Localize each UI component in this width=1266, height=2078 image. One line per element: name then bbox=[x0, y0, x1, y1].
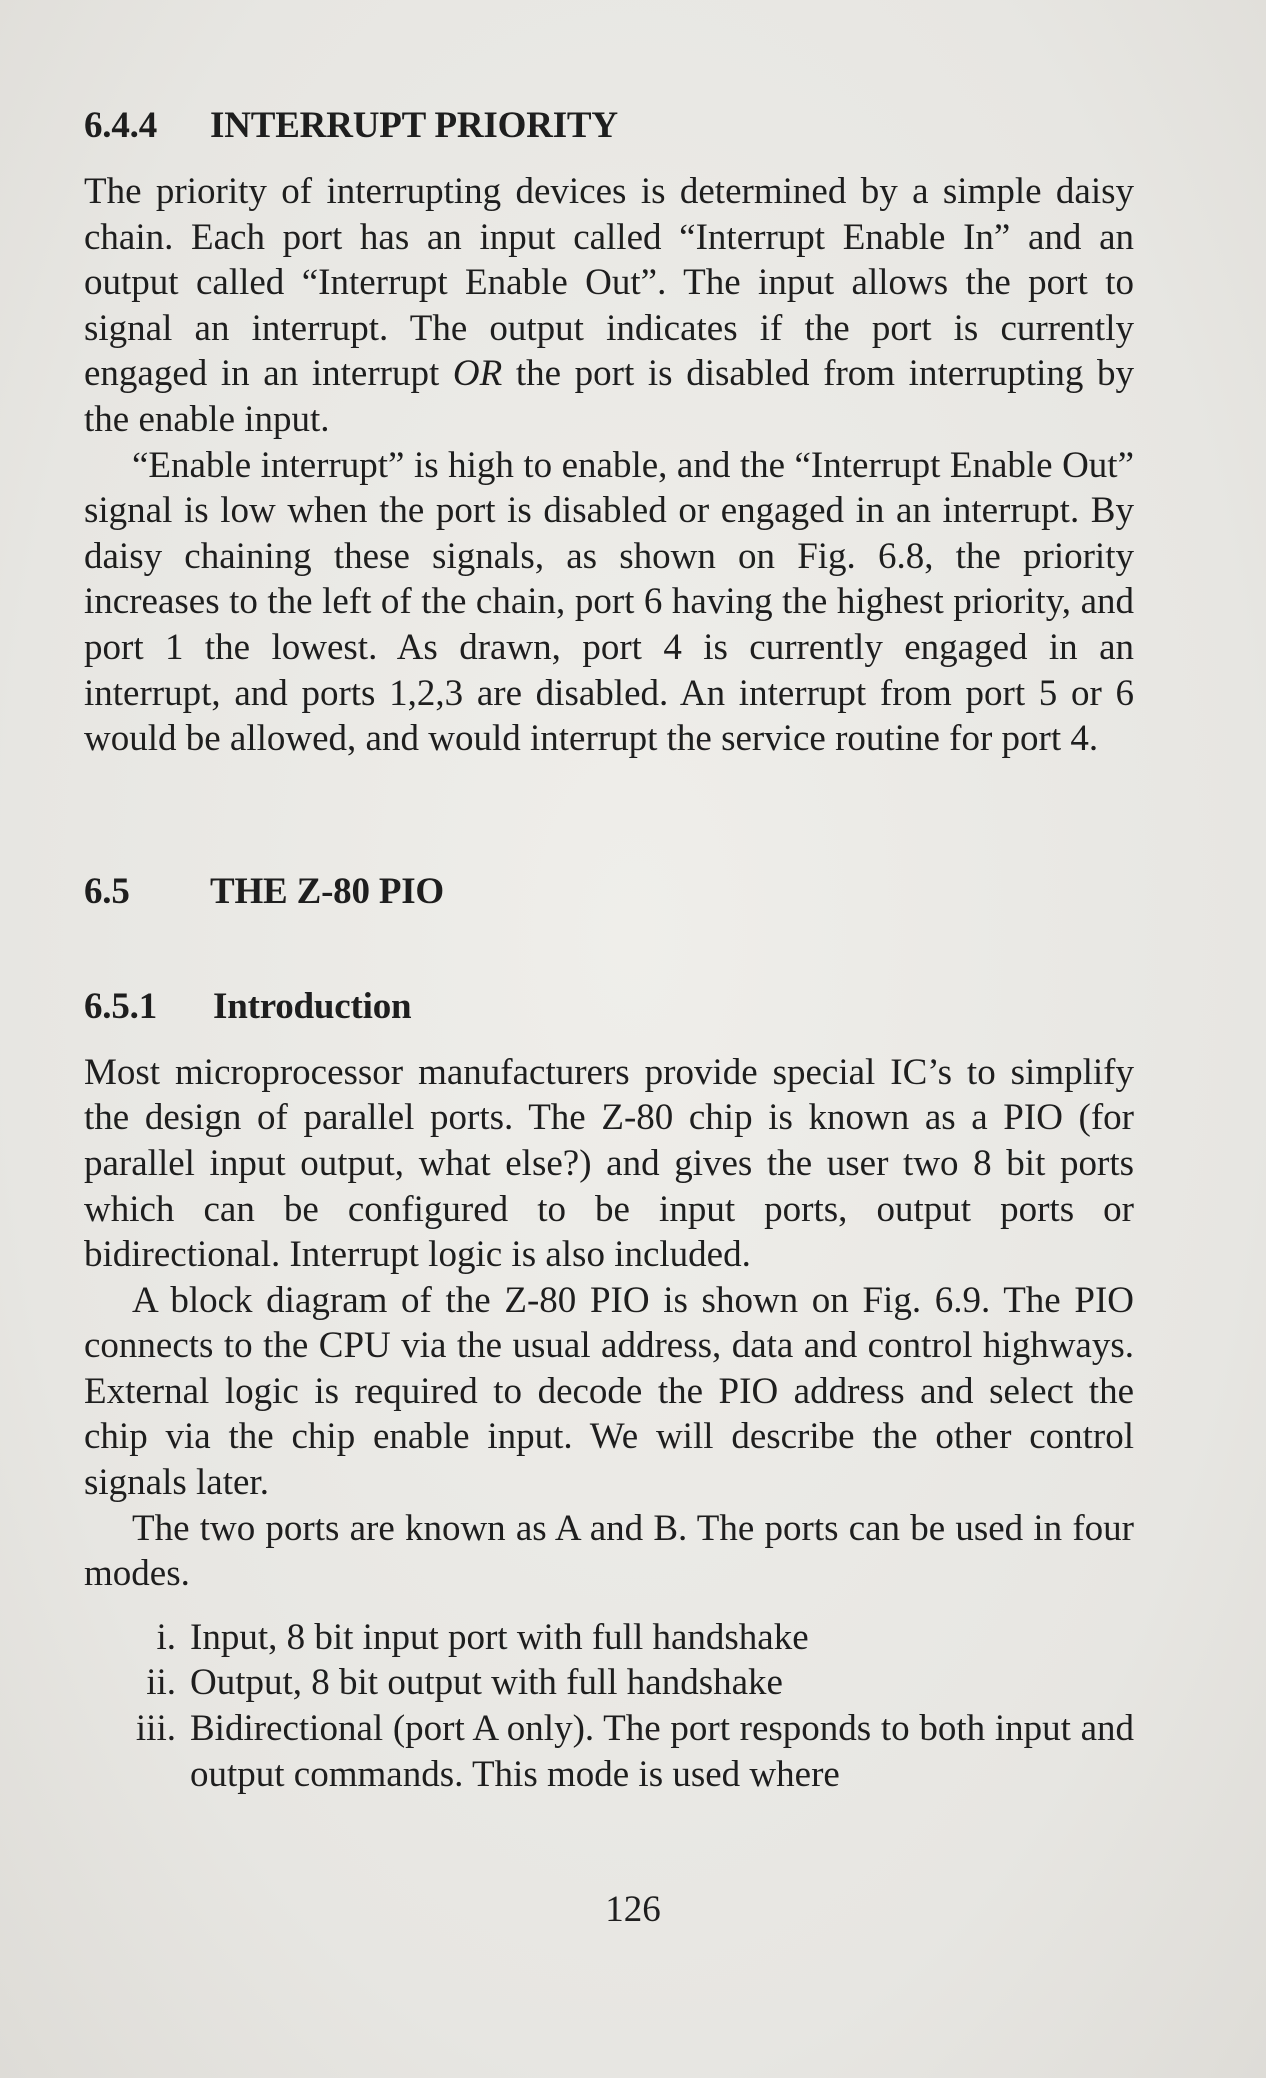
list-item-text: Bidirectional (port A only). The port responds to both input and output commands. This mode is used where bbox=[190, 1708, 1134, 1795]
section-heading-6-5-1 bbox=[84, 985, 1134, 1028]
list-marker: i. bbox=[156, 1616, 176, 1658]
list-item bbox=[84, 1706, 1134, 1797]
list-item bbox=[84, 1660, 1134, 1706]
paragraph: The priority of interrupting devices is determined by a simple daisy chain. Each port has an input called “Interrupt Enable In” and an output called “Interrupt Enable Out”. The input allows the port to signal an interrupt. The output indicates if the port is currently engaged in an interrupt OR the port is disabled from interrupting by the enable input. bbox=[84, 171, 1134, 440]
section-number: 6.5.1 bbox=[84, 985, 158, 1027]
list-marker: ii. bbox=[146, 1662, 176, 1704]
section-heading-6-5 bbox=[84, 870, 1134, 913]
paragraph: Most microprocessor manufacturers provide special IC’s to simplify the design of parallel ports. The Z-80 chip is known as a PIO (for parallel input output, what else?) and gives the user two 8 bit ports which can be configured to be input ports, output ports or bidirectional. Interrupt logic is also included. bbox=[84, 1051, 1134, 1276]
emphasis: OR bbox=[452, 353, 503, 395]
list-item bbox=[84, 1615, 1134, 1661]
paragraph: A block diagram of the Z-80 PIO is shown on Fig. 6.9. The PIO connects to the CPU via the usual address, data and control highways. External logic is required to decode the PIO address and select the chip via the chip enable input. We will describe the other control signals later. bbox=[84, 1279, 1134, 1504]
paragraph: The two ports are known as A and B. The ports can be used in four modes. bbox=[84, 1507, 1134, 1595]
section-number: 6.5 bbox=[84, 870, 130, 912]
modes-list bbox=[84, 1615, 1134, 1797]
section-heading-6-4-4 bbox=[84, 104, 1134, 147]
list-item-text: Input, 8 bit input port with full handshake bbox=[190, 1616, 809, 1658]
section-title: Introduction bbox=[213, 985, 412, 1027]
section-number: 6.4.4 bbox=[84, 105, 158, 146]
page-content bbox=[84, 104, 1134, 1797]
page-number: 126 bbox=[605, 1889, 661, 1930]
list-item-text: Output, 8 bit output with full handshake bbox=[190, 1662, 783, 1704]
paragraph: “Enable interrupt” is high to enable, and the “Interrupt Enable Out” signal is low when the port is disabled or engaged in an interrupt. By daisy chaining these signals, as shown on Fig. 6.8, the priority increases to the left of the chain, port 6 having the highest priority, and port 1 the lowest. As drawn, port 4 is currently engaged in an interrupt, and ports 1,2,3 are disabled. An interrupt from port 5 or 6 would be allowed, and would interrupt the service routine for port 4. bbox=[84, 444, 1134, 760]
list-marker: iii. bbox=[135, 1708, 176, 1750]
section-title: INTERRUPT PRIORITY bbox=[210, 105, 618, 146]
section-title: THE Z-80 PIO bbox=[210, 870, 445, 912]
